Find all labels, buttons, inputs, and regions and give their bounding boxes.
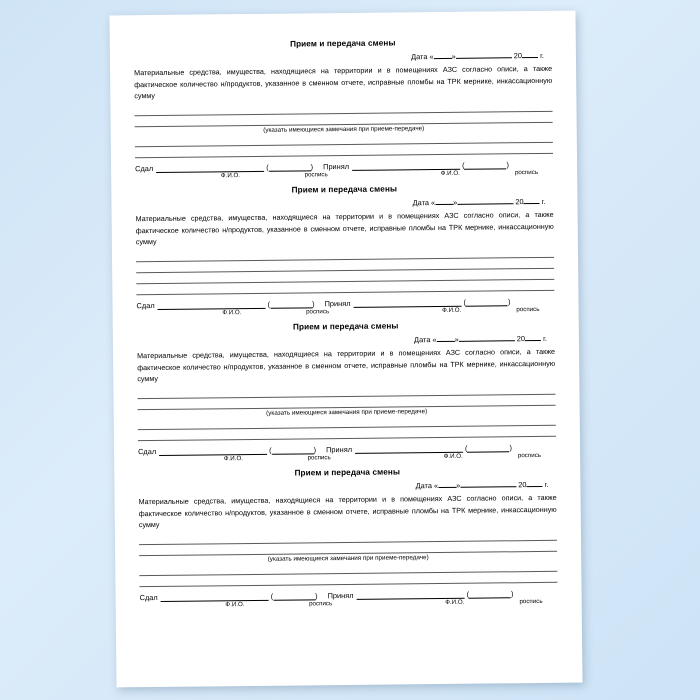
handover-label: Сдал: [139, 592, 158, 603]
handover-sign-field[interactable]: [272, 445, 314, 454]
date-line: [138, 480, 556, 493]
shift-handover-block: [137, 320, 556, 463]
date-month-field[interactable]: [459, 340, 515, 342]
date-suffix: г.: [542, 333, 547, 343]
document-sheet: [109, 11, 582, 688]
handover-fio-field[interactable]: [159, 446, 267, 456]
handover-fio-field[interactable]: [158, 300, 266, 310]
accept-label: Принял: [323, 161, 350, 172]
date-year: 20: [516, 334, 526, 344]
accept-label: Принял: [326, 444, 353, 455]
date-day-field[interactable]: [437, 341, 455, 342]
handover-label: Сдал: [138, 446, 157, 457]
accept-sign-field[interactable]: [467, 443, 509, 452]
accept-label: Принял: [327, 590, 354, 601]
date-mid: »: [456, 480, 461, 490]
handover-label: Сдал: [135, 163, 154, 174]
handover-sign-paren: ( ): [270, 591, 318, 601]
date-suffix: г.: [544, 479, 549, 489]
fio-caption-2: Ф.И.О.: [445, 598, 465, 606]
date-mid: »: [453, 197, 458, 207]
handover-fio-field[interactable]: [161, 592, 269, 602]
date-year-field[interactable]: [527, 486, 543, 487]
notes-lines-2: [135, 132, 553, 158]
date-year-field[interactable]: [525, 340, 541, 341]
date-line: [135, 197, 553, 210]
fio-caption-2: Ф.И.О.: [442, 306, 462, 314]
sign-caption-2: роспись: [514, 168, 539, 177]
date-prefix: Дата «: [412, 198, 436, 208]
notes-lines: [139, 530, 557, 556]
accept-fio-field[interactable]: [353, 298, 461, 308]
date-line: [134, 51, 552, 64]
date-prefix: Дата «: [415, 480, 439, 491]
notes-caption: (указать имеющиеся замечания при приеме-передаче): [266, 408, 428, 417]
date-prefix: Дата «: [413, 334, 437, 345]
handover-sign-field[interactable]: [273, 591, 315, 600]
notes-caption: (указать имеющиеся замечания при приеме-передаче): [267, 554, 429, 563]
date-day-field[interactable]: [438, 487, 456, 488]
handover-sign-field[interactable]: [270, 299, 312, 308]
shift-handover-block: [135, 183, 554, 317]
date-year: 20: [513, 51, 523, 61]
block-paragraph: Материальные средства, имущества, находящиеся на территории и в помещениях АЗС согласно описи, а также фактическое количество н/продуктов, указанное в сменном отчете, исправные пломбы на ТРК мернике, инкассационную сумму: [137, 346, 556, 384]
notes-lines: [136, 247, 554, 295]
date-mid: »: [454, 334, 459, 344]
accept-sign-paren: ( ): [464, 443, 512, 453]
fio-caption: Ф.И.О.: [220, 172, 241, 180]
accept-fio-field[interactable]: [355, 444, 463, 454]
accept-fio-field[interactable]: [352, 161, 460, 171]
handover-sign-paren: ( ): [269, 445, 317, 455]
date-year: 20: [518, 480, 527, 490]
sign-caption: роспись: [307, 454, 331, 462]
block-title: Прием и передача смены: [294, 467, 401, 478]
accept-sign-field[interactable]: [464, 160, 506, 169]
date-suffix: г.: [540, 50, 544, 60]
date-day-field[interactable]: [435, 204, 453, 205]
document-content: [109, 11, 582, 688]
shift-handover-block: [138, 466, 557, 609]
fio-caption-2: Ф.И.О.: [440, 169, 460, 177]
sign-caption: роспись: [306, 308, 330, 316]
notes-lines: [134, 101, 552, 127]
date-year: 20: [515, 197, 524, 207]
fio-caption: Ф.И.О.: [225, 600, 245, 609]
block-title: Прием и передача смены: [291, 184, 398, 195]
date-day-field[interactable]: [434, 58, 452, 59]
notes-lines: [137, 384, 555, 410]
date-month-field[interactable]: [460, 486, 516, 488]
date-year-field[interactable]: [522, 57, 538, 58]
accept-sign-paren: ( ): [462, 160, 510, 170]
sign-caption-2: роспись: [519, 597, 543, 606]
fio-caption-2: Ф.И.О.: [443, 452, 463, 460]
date-line: [137, 334, 555, 347]
date-month-field[interactable]: [456, 57, 512, 59]
block-paragraph: Материальные средства, имущества, находящиеся на территории и в помещениях АЗС согласно описи, а также фактическое количество н/продуктов, указанное в сменном отчете, исправные пломбы на ТРК мернике, инкассационную сумму: [134, 63, 553, 101]
accept-sign-field[interactable]: [466, 297, 508, 306]
sign-caption: роспись: [309, 600, 333, 608]
fio-caption: Ф.И.О.: [223, 454, 244, 463]
fio-caption: Ф.И.О.: [222, 309, 242, 317]
handover-sign-paren: ( ): [266, 162, 314, 172]
date-month-field[interactable]: [457, 203, 513, 205]
date-suffix: г.: [541, 196, 546, 206]
sign-caption: роспись: [304, 171, 328, 179]
notes-lines-2: [138, 415, 556, 441]
handover-sign-paren: ( ): [267, 299, 315, 309]
handover-sign-field[interactable]: [269, 162, 311, 171]
date-prefix: Дата «: [411, 52, 434, 62]
notes-caption: (указать имеющиеся замечания при приеме-передаче): [263, 125, 425, 134]
accept-sign-field[interactable]: [469, 589, 511, 598]
sign-caption-2: роспись: [516, 305, 540, 314]
date-mid: »: [451, 51, 456, 61]
accept-fio-field[interactable]: [357, 590, 465, 600]
handover-label: Сдал: [136, 300, 155, 311]
accept-label: Принял: [324, 298, 351, 309]
shift-handover-block: [134, 37, 553, 180]
handover-fio-field[interactable]: [156, 163, 264, 173]
accept-sign-paren: ( ): [466, 589, 514, 599]
date-year-field[interactable]: [524, 203, 540, 204]
sign-caption-2: роспись: [517, 451, 542, 460]
block-title: Прием и передача смены: [292, 321, 399, 332]
block-paragraph: Материальные средства, имущества, находящиеся на территории и в помещениях АЗС согласно описи, а также фактическое количество н/продуктов, указанное в сменном отчете, исправные пломбы на ТРК мернике, инкассационную сумму: [135, 209, 554, 247]
notes-lines-2: [139, 561, 557, 587]
block-title: Прием и передача смены: [290, 38, 396, 49]
block-paragraph: Материальные средства, имущества, находящиеся на территории и в помещениях АЗС согласно описи, а также фактическое количество н/продуктов, указанное в сменном отчете, исправные пломбы на ТРК мернике, инкассационную сумму: [138, 492, 557, 530]
accept-sign-paren: ( ): [463, 297, 511, 307]
